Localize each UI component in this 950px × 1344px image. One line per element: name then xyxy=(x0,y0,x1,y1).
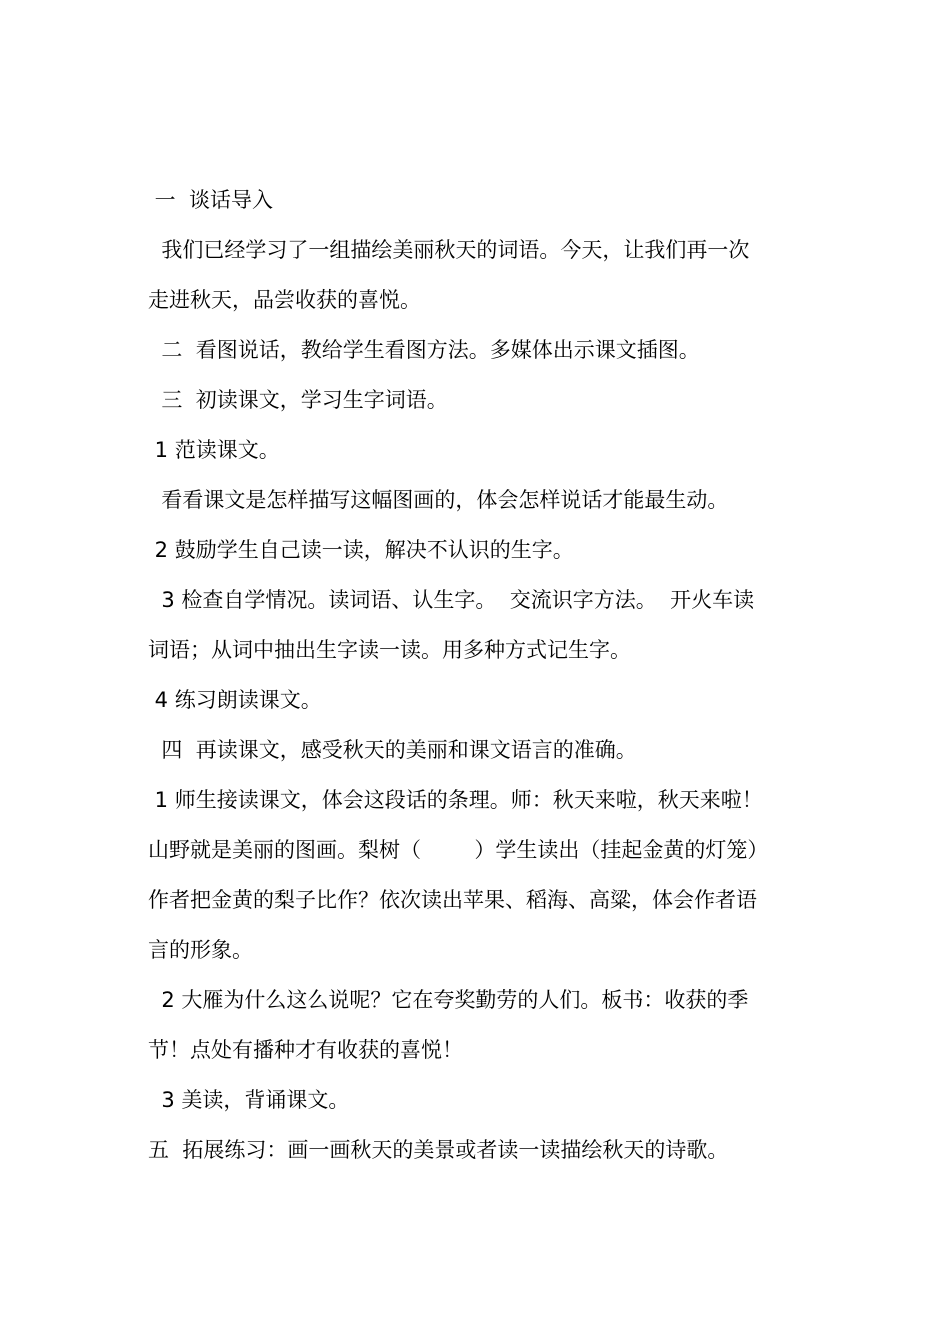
list-item: 4 练习朗读课文。 xyxy=(148,688,322,712)
section-heading-3: 三 初读课文，学习生字词语。 xyxy=(148,388,448,412)
section-heading-2: 二 看图说话，教给学生看图方法。多媒体出示课文插图。 xyxy=(148,338,700,362)
list-item: 1 范读课文。 xyxy=(148,438,280,462)
list-item: 3 美读，背诵课文。 xyxy=(148,1088,350,1112)
paragraph-line: 作者把金黄的梨子比作？依次读出苹果、稻海、高粱，体会作者语 xyxy=(148,888,757,912)
paragraph-line: 词语；从词中抽出生字读一读。用多种方式记生字。 xyxy=(148,638,631,662)
list-item: 2 鼓励学生自己读一读，解决不认识的生字。 xyxy=(148,538,574,562)
paragraph-line: 节！点处有播种才有收获的喜悦！ xyxy=(148,1038,463,1062)
list-item: 2 大雁为什么这么说呢？它在夸奖勤劳的人们。板书：收获的季 xyxy=(148,988,749,1012)
list-item: 3 检查自学情况。读词语、认生字。 交流识字方法。 开火车读 xyxy=(148,588,755,612)
paragraph-line: 山野就是美丽的图画。梨树（ ）学生读出（挂起金黄的灯笼） xyxy=(148,838,769,862)
section-heading-1: 一 谈话导入 xyxy=(148,188,274,212)
paragraph-line: 走进秋天，品尝收获的喜悦。 xyxy=(148,288,421,312)
section-heading-4: 四 再读课文，感受秋天的美丽和课文语言的准确。 xyxy=(148,738,637,762)
section-heading-5: 五 拓展练习：画一画秋天的美景或者读一读描绘秋天的诗歌。 xyxy=(148,1138,729,1162)
list-item: 1 师生接读课文，体会这段话的条理。师：秋天来啦，秋天来啦！ xyxy=(148,788,763,812)
paragraph-line: 看看课文是怎样描写这幅图画的，体会怎样说话才能最生动。 xyxy=(148,488,729,512)
paragraph-line: 言的形象。 xyxy=(148,938,253,962)
paragraph-line: 我们已经学习了一组描绘美丽秋天的词语。今天，让我们再一次 xyxy=(148,238,750,262)
